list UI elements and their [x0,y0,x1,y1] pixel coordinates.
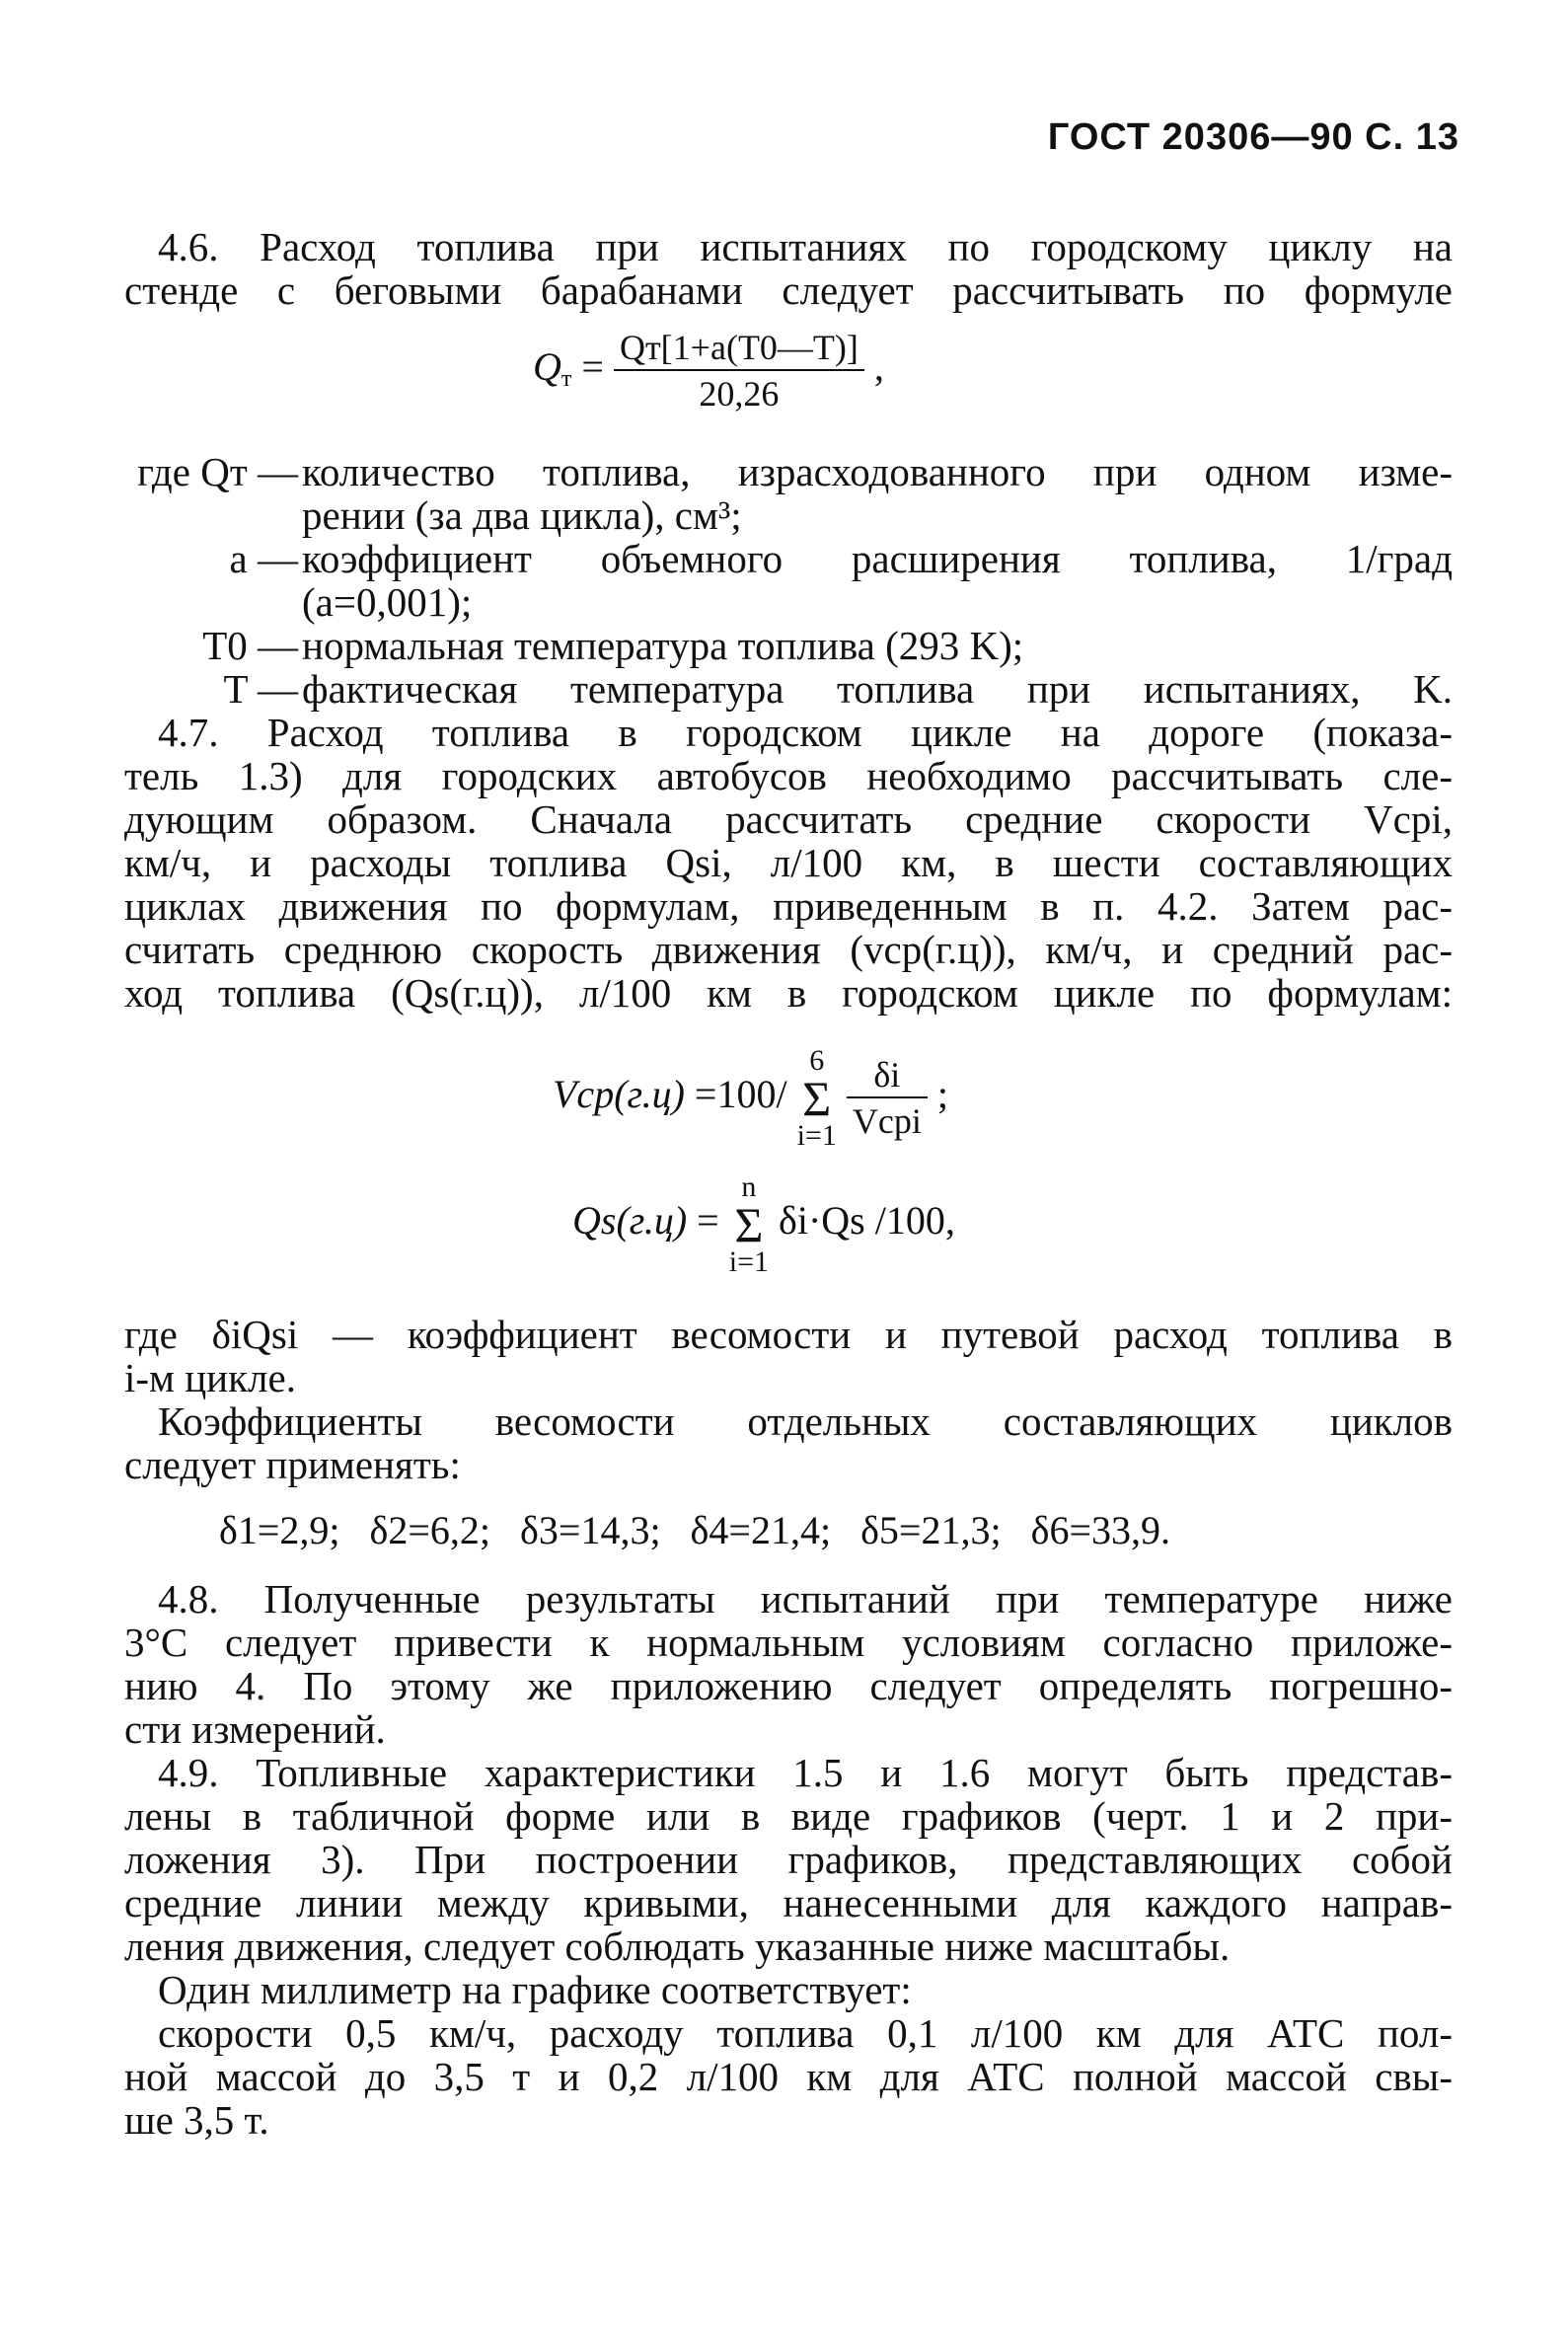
sum-lower: i=1 [728,1245,769,1278]
text-line: Коэффициенты весомости отдельных составляющих циклов [158,1398,1453,1444]
paragraph-4-9 [124,1751,1453,1968]
paragraph-scales [124,2011,1453,2142]
definition-row [0,624,1568,667]
text-line: 3°С следует привести к нормальным условиям согласно приложе- [124,1620,1453,1665]
text-line: ления движения, следует соблюдать указанные ниже масштабы. [124,1924,1231,1969]
formula-denominator: Vсрi [852,1101,922,1141]
formula-tail: ; [936,1072,948,1117]
definition-symbol: a — [229,536,298,581]
formula-fuel-consumption [533,326,884,416]
formula-lhs: Vср(г.ц) [553,1072,685,1117]
text-line: лены в табличной форме или в виде графиков (черт. 1 и 2 при- [124,1793,1453,1839]
formula-average-consumption [572,1172,955,1277]
definition-text: рении (за два цикла), см³; [302,492,742,538]
sum-symbol [797,1046,837,1151]
definition-text: количество топлива, израсходованного при одном изме- [302,449,1453,494]
coefficients-paragraph [124,1399,1453,1486]
text-line: 4.7. Расход топлива в городском цикле на дороге (показа- [158,710,1453,755]
definition-text: коэффициент объемного расширения топлива, 1/град [302,536,1453,581]
sum-upper: n [741,1170,757,1203]
paragraph-scale-intro [124,1968,1453,2011]
text-line: i-м цикле. [124,1355,296,1400]
definition-text: фактическая температура топлива при испытаниях, K. [302,666,1453,712]
formula-eq: = [581,344,604,390]
formula-body: δi·Qs /100, [779,1198,955,1244]
page-header: ГОСТ 20306—90 С. 13 [1047,116,1459,158]
text-line: нию 4. По этому же приложению следует определять погрешно- [124,1663,1453,1708]
definition-text: нормальная температура топлива (293 K); [302,623,1024,668]
formula-average-speed [553,1046,948,1151]
definition-row [0,667,1568,711]
formula-lhs-sub: т [560,366,572,393]
formula-eq: = [697,1198,719,1244]
definition-row [0,450,1568,493]
definition-symbol: где Qт — [137,449,298,494]
sigma-icon: Σ [802,1071,832,1126]
paragraph-4-8 [124,1577,1453,1751]
formula-prefix: =100/ [694,1072,787,1117]
coefficient-values: δ1=2,9; δ2=6,2; δ3=14,3; δ4=21,4; δ5=21,3; δ6=33,9. [219,1508,1171,1552]
text-line: 4.6. Расход топлива при испытаниях по городскому циклу на [158,224,1453,269]
text-line: следует применять: [124,1442,461,1487]
text-line: стенде с беговыми барабанами следует рассчитывать по формуле [124,267,1453,313]
text-line: сти измерений. [124,1706,386,1752]
definition-row [0,537,1568,580]
sum-upper: 6 [809,1044,825,1077]
text-line: тель 1.3) для городских автобусов необходимо рассчитывать сле- [124,753,1453,798]
formula-fraction [614,326,864,416]
paragraph-4-6 [124,225,1453,312]
sum-symbol [729,1172,769,1277]
definitions-formula-1 [0,450,1568,711]
text-line: ложения 3). При построении графиков, представляющих собой [124,1837,1453,1882]
definition-text: (a=0,001); [302,579,473,625]
text-line: ной массой до 3,5 т и 0,2 л/100 км для АТС полной массой свы- [124,2054,1453,2099]
formula-fraction [847,1053,928,1144]
formula-numerator: δi [847,1053,928,1098]
formula-numerator: Qт[1+a(T0—T)] [614,326,864,371]
text-line: ше 3,5 т. [124,2097,269,2143]
text-line: 4.9. Топливные характеристики 1.5 и 1.6 могут быть представ- [158,1750,1453,1795]
text-line: км/ч, и расходы топлива Qsi, л/100 км, в шести составляющих [124,840,1453,885]
formula-tail: , [873,344,884,390]
formula-lhs: Qs(г.ц) [572,1198,688,1244]
sigma-icon: Σ [734,1197,764,1252]
text-line: Один миллиметр на графике соответствует: [158,1967,912,2012]
text-line: циклах движения по формулам, приведенным в п. 4.2. Затем рас- [124,883,1453,929]
definition-row [0,493,1568,537]
text-line: дующим образом. Сначала рассчитать средние скорости Vсрi, [124,796,1453,842]
definition-symbol: T0 — [202,623,298,668]
text-line: 4.8. Полученные результаты испытаний при температуре ниже [158,1576,1453,1622]
sum-lower: i=1 [796,1119,837,1152]
paragraph-4-7 [124,711,1453,1015]
text-line: средние линии между кривыми, нанесенными для каждого направ- [124,1880,1453,1925]
text-line: ход топлива (Qs(г.ц)), л/100 км в городском цикле по формулам: [124,970,1453,1016]
formula-lhs: Q [533,344,561,390]
definition-symbol: T — [223,666,298,712]
text-line: скорости 0,5 км/ч, расходу топлива 0,1 л/100 км для АТС пол- [158,2010,1453,2056]
formula-denominator: 20,26 [699,374,780,414]
text-line: считать среднюю скорость движения (vср(г.ц)), км/ч, и средний рас- [124,927,1453,972]
definition-row [0,580,1568,624]
text-line: где δiQsi — коэффициент весомости и путевой расход топлива в [124,1312,1453,1357]
definitions-formula-3 [124,1313,1453,1399]
